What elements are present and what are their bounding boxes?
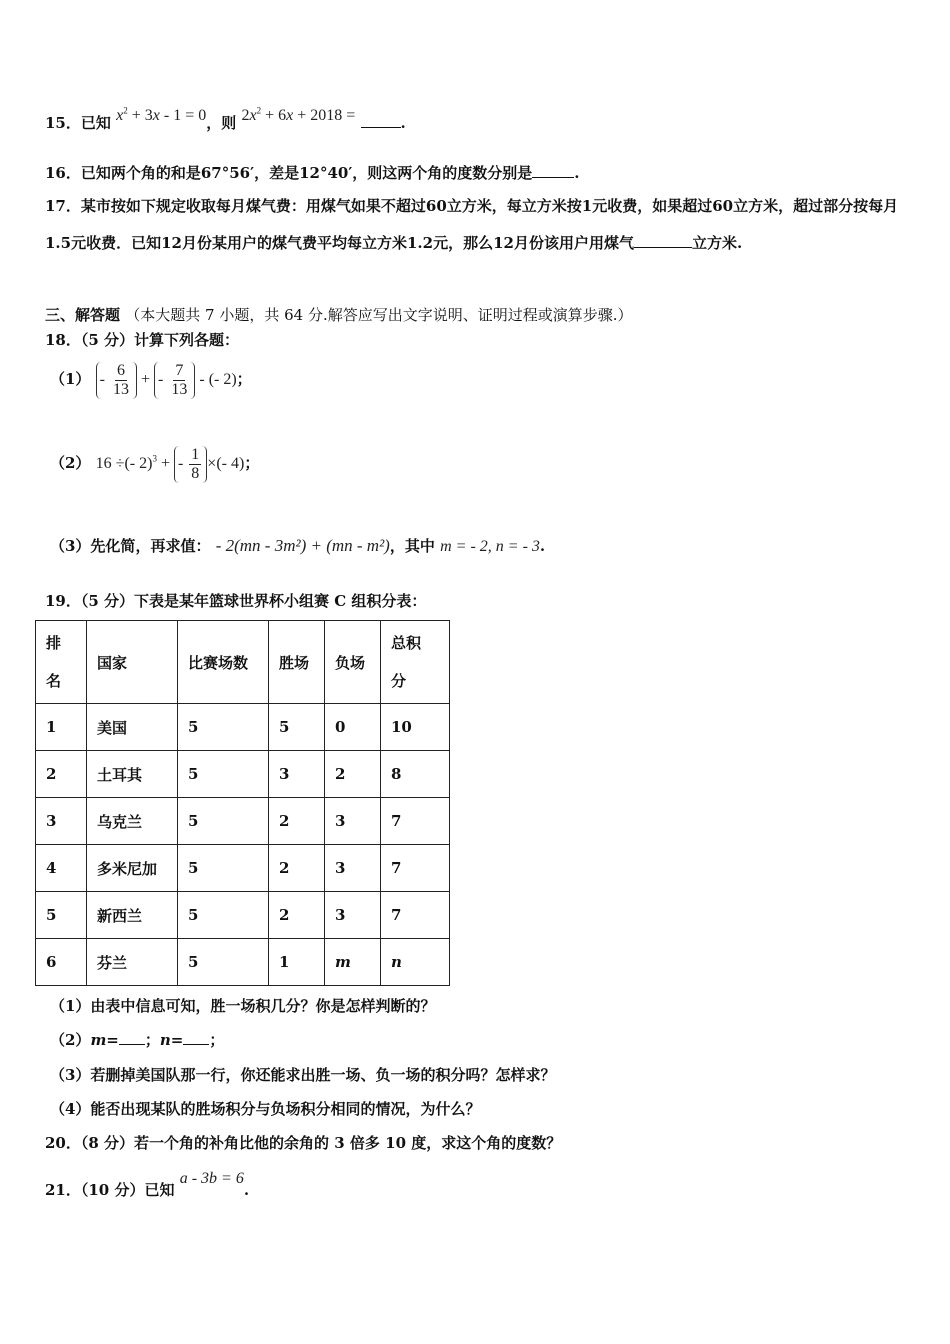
q18-p1-num-2: 7 <box>175 362 184 379</box>
header-rank <box>36 621 87 704</box>
question-20: 20．（8 分）若一个角的补角比他的余角的 3 倍多 10 度，求这个角的度数？ <box>45 1134 562 1152</box>
q15-cond-var-x2: x <box>152 107 160 124</box>
q18-p1-fraction-1 <box>111 362 131 399</box>
q18-p1-label: （1） <box>50 370 91 389</box>
q18-p3-condition: m = - 2, n = - 3 <box>440 538 540 555</box>
q15-cond-rest: - 1 = 0 <box>159 107 207 124</box>
header-rank-line-1: 排 <box>46 634 62 652</box>
cell-country: 乌克兰 <box>87 798 178 845</box>
cell-rank: 3 <box>36 798 87 845</box>
m-answer-blank[interactable] <box>119 1044 145 1045</box>
q16-text: 16．已知两个角的和是67°56′，差是12°40′，则这两个角的度数分别是 <box>45 164 533 182</box>
header-points-line-1: 总积 <box>391 634 422 652</box>
q17-answer-blank[interactable] <box>634 247 692 248</box>
question-17 <box>45 188 905 262</box>
q19-sub2-end: ； <box>209 1031 225 1049</box>
q16-answer-blank[interactable] <box>532 177 574 178</box>
q18-p1-den-2: 13 <box>171 381 188 398</box>
q15-number: 15． <box>45 114 81 132</box>
cell-rank: 2 <box>36 751 87 798</box>
q19-sub-4: （4）能否出现某队的胜场积分与负场积分相同的情况，为什么？ <box>50 1100 481 1118</box>
q17-text-before: 17．某市按如下规定收取每月煤气费：用煤气如果不超过60立方米，每立方米按1元收费，如果超过60立方米，超过部分按每月1.5元收费．已知12月份某用户的煤气费平均每立方米1.2元，那么12月份该用户用煤气 <box>45 197 899 252</box>
score-table <box>35 620 450 986</box>
cell-wins: 5 <box>269 704 325 751</box>
q18-p2-exponent: 3 <box>152 453 157 464</box>
q15-expr-term: + 6 <box>261 107 287 124</box>
section-3-title: 三、解答题 <box>45 306 121 324</box>
table-row <box>36 704 450 751</box>
q19-sub-1: （1）由表中信息可知，胜一场积几分？你是怎样判断的？ <box>50 997 436 1015</box>
q19-sub-3: （3）若删掉美国队那一行，你还能求出胜一场、负一场的积分吗？怎样求？ <box>50 1066 556 1084</box>
q15-expr-rest: + 2018 = <box>293 107 356 124</box>
q19-sub-2 <box>50 1029 224 1050</box>
cell-losses: 0 <box>325 704 381 751</box>
q15-expression: $2x^2 + 6x + 2018$ = <box>241 105 356 124</box>
q18-p1-end: ； <box>236 370 252 389</box>
cell-rank: 5 <box>36 892 87 939</box>
q18-p1-den-1: 13 <box>113 381 129 398</box>
q18-p1-paren-1: - $\frac{6}{13}$ <box>96 362 137 399</box>
cell-wins: 2 <box>269 892 325 939</box>
q18-p2-end: ； <box>244 454 260 473</box>
q18-p2-num: 1 <box>191 446 200 463</box>
q15-cond-var-x: x <box>116 107 124 124</box>
header-wins: 胜场 <box>269 621 325 704</box>
q15-answer-blank[interactable] <box>361 127 401 128</box>
q18-p2-paren: - $\frac{1}{8}$ <box>174 446 207 483</box>
cell-wins: 2 <box>269 845 325 892</box>
q16-end: . <box>574 164 580 182</box>
table-row <box>36 798 450 845</box>
q15-text-before: 已知 <box>80 114 111 132</box>
q15-expr-var-x2: x <box>286 107 294 124</box>
q18-p2-label: （2） <box>50 454 91 473</box>
q18-p1-fraction-2 <box>169 362 189 399</box>
question-21 <box>45 1170 250 1200</box>
cell-games: 5 <box>178 704 269 751</box>
table-row <box>36 939 450 986</box>
cell-games: 5 <box>178 939 269 986</box>
cell-country: 芬兰 <box>87 939 178 986</box>
cell-wins: 1 <box>269 939 325 986</box>
q19-sub2-m: m= <box>90 1031 119 1049</box>
q15-text-mid: ，则 <box>206 114 237 132</box>
q18-part-2 <box>50 446 259 483</box>
q18-p2-den: 8 <box>191 465 200 482</box>
cell-points: 7 <box>381 798 450 845</box>
q15-condition: $x^2 + 3x - 1 = 0$ <box>116 105 207 124</box>
table-row <box>36 892 450 939</box>
q17-text-after: 立方米. <box>691 234 743 252</box>
q19-sub2-label: （2） <box>50 1031 91 1049</box>
header-games: 比赛场数 <box>178 621 269 704</box>
q19-sub2-n: n= <box>159 1031 184 1049</box>
cell-wins: 3 <box>269 751 325 798</box>
q18-p3-expression: - 2(mn - 3m²) + (mn - m²) <box>215 536 390 555</box>
cell-points-n: n <box>381 939 450 986</box>
q18-title: 18．（5 分）计算下列各题： <box>45 331 240 349</box>
cell-games: 5 <box>178 751 269 798</box>
q18-p1-paren-2: - $\frac{7}{13}$ <box>154 362 195 399</box>
q19-sub2-sep: ； <box>144 1031 160 1049</box>
q18-p1-num-1: 6 <box>117 362 125 379</box>
q21-end: . <box>243 1181 250 1199</box>
q18-p2-expression: 16 ÷(- 2)$^3$ + - $\frac{1}{8}$ ×(- 4) <box>95 446 245 482</box>
q18-p2-fraction <box>189 446 201 483</box>
cell-points: 10 <box>381 704 450 751</box>
q19-title: 19．（5 分）下表是某年篮球世界杯小组赛 C 组积分表： <box>45 592 427 610</box>
section-3-note: （本大题共 7 小题，共 64 分.解答应写出文字说明、证明过程或演算步骤.） <box>125 306 633 324</box>
q15-expr-var-x: x <box>249 107 257 124</box>
cell-games: 5 <box>178 892 269 939</box>
q21-text: 21．（10 分）已知 <box>45 1181 175 1199</box>
cell-losses: 3 <box>325 845 381 892</box>
q18-part-1 <box>50 362 252 399</box>
header-country: 国家 <box>87 621 178 704</box>
cell-points: 7 <box>381 845 450 892</box>
q18-p2-head: 16 ÷(- 2) <box>95 455 153 473</box>
cell-losses: 2 <box>325 751 381 798</box>
q15-end: . <box>400 114 406 132</box>
header-points-line-2: 分 <box>391 672 407 690</box>
cell-country: 美国 <box>87 704 178 751</box>
cell-losses-m: m <box>325 939 381 986</box>
q21-expression: a - 3b = 6 <box>179 1170 244 1187</box>
q18-p2-tail: ×(- 4) <box>207 455 245 473</box>
question-15 <box>45 105 406 133</box>
section-3-header <box>45 304 633 325</box>
cell-losses: 3 <box>325 798 381 845</box>
q15-cond-term: + 3 <box>127 107 153 124</box>
cell-games: 5 <box>178 798 269 845</box>
table-row <box>36 845 450 892</box>
question-16 <box>45 162 580 183</box>
table-header-row <box>36 621 450 704</box>
cell-rank: 4 <box>36 845 87 892</box>
n-answer-blank[interactable] <box>183 1044 209 1045</box>
header-points <box>381 621 450 704</box>
q18-part-3 <box>50 535 545 556</box>
cell-country: 土耳其 <box>87 751 178 798</box>
cell-games: 5 <box>178 845 269 892</box>
cell-country: 新西兰 <box>87 892 178 939</box>
header-losses: 负场 <box>325 621 381 704</box>
cell-rank: 1 <box>36 704 87 751</box>
cell-country: 多米尼加 <box>87 845 178 892</box>
table-row <box>36 751 450 798</box>
cell-losses: 3 <box>325 892 381 939</box>
cell-wins: 2 <box>269 798 325 845</box>
q18-p3-mid: ，其中 <box>389 537 435 555</box>
cell-points: 7 <box>381 892 450 939</box>
q18-p3-label: （3）先化简，再求值： <box>50 537 211 555</box>
cell-rank: 6 <box>36 939 87 986</box>
q18-p1-tail: - (- 2) <box>199 371 237 389</box>
q18-p3-end: . <box>539 537 546 555</box>
header-rank-line-2: 名 <box>46 672 62 690</box>
q15-expr-coef: 2 <box>241 107 250 124</box>
cell-points: 8 <box>381 751 450 798</box>
q18-p1-expression: - $\frac{6}{13}$ + - $\frac{7}{13}$ - (- 2) <box>96 371 237 388</box>
